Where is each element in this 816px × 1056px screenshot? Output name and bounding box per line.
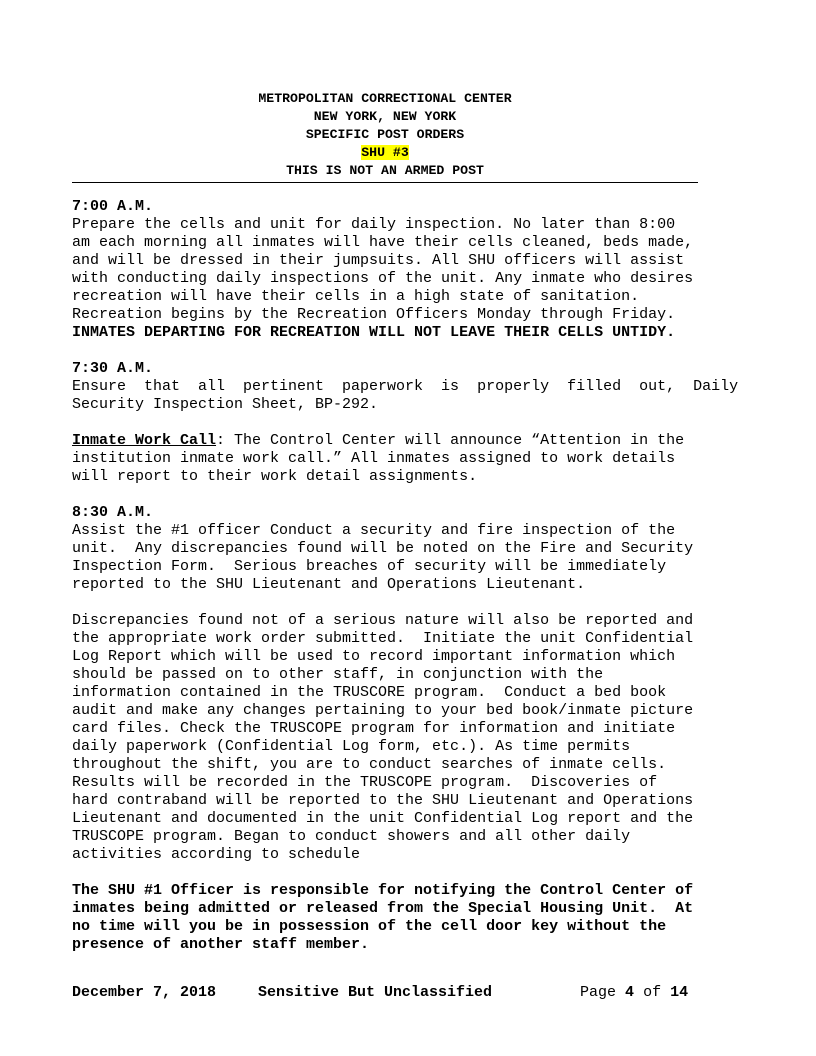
header-institution: METROPOLITAN CORRECTIONAL CENTER	[258, 91, 512, 106]
paragraph-line: reported to the SHU Lieutenant and Operations Lieutenant.	[72, 576, 586, 593]
bold-notice-line: The SHU #1 Officer is responsible for notifying the Control Center of	[72, 882, 694, 899]
paragraph-line: should be passed on to other staff, in conjunction with the	[72, 666, 604, 683]
paragraph-line: Inspection Form. Serious breaches of security will be immediately	[72, 558, 667, 575]
footer-page-number	[580, 984, 688, 1002]
paragraph-line: Discrepancies found not of a serious nature will also be reported and	[72, 612, 694, 629]
paragraph-line: information contained in the TRUSCORE program. Conduct a bed book	[72, 684, 667, 701]
recreation-warning: INMATES DEPARTING FOR RECREATION WILL NOT LEAVE THEIR CELLS UNTIDY.	[72, 324, 676, 341]
bold-notice-line: presence of another staff member.	[72, 936, 370, 953]
paragraph-line: institution inmate work call.” All inmates assigned to work details	[72, 450, 676, 467]
paragraph-line: Ensure that all pertinent paperwork is properly filled out, Daily	[72, 378, 739, 395]
header-divider	[72, 182, 698, 183]
paragraph-line: Assist the #1 officer Conduct a security and fire inspection of the	[72, 522, 676, 539]
paragraph-line: recreation will have their cells in a high state of sanitation.	[72, 288, 640, 305]
paragraph-line: Recreation begins by the Recreation Officers Monday through Friday.	[72, 306, 676, 323]
header-armed-status: THIS IS NOT AN ARMED POST	[286, 163, 484, 178]
work-call-text: : The Control Center will announce “Attention in the	[216, 432, 685, 449]
paragraph-line: the appropriate work order submitted. Initiate the unit Confidential	[72, 630, 694, 647]
of-word: of	[643, 984, 662, 1001]
header-document-type: SPECIFIC POST ORDERS	[305, 127, 465, 142]
paragraph-line: daily paperwork (Confidential Log form, etc.). As time permits	[72, 738, 631, 755]
time-heading-730: 7:30 A.M.	[72, 360, 154, 377]
paragraph-line: Security Inspection Sheet, BP-292.	[72, 396, 379, 413]
paragraph-line: throughout the shift, you are to conduct searches of inmate cells.	[72, 756, 667, 773]
header-location: NEW YORK, NEW YORK	[313, 109, 457, 124]
paragraph-line: and will be dressed in their jumpsuits. All SHU officers will assist	[72, 252, 685, 269]
paragraph-line: Results will be recorded in the TRUSCOPE program. Discoveries of	[72, 774, 658, 791]
header-post-line	[72, 144, 698, 162]
time-heading-700: 7:00 A.M.	[72, 198, 154, 215]
paragraph-line: hard contraband will be reported to the SHU Lieutenant and Operations	[72, 792, 694, 809]
footer-classification: Sensitive But Unclassified	[258, 984, 493, 1001]
bold-notice-line: inmates being admitted or released from the Special Housing Unit. At	[72, 900, 694, 917]
page-word: Page	[580, 984, 617, 1001]
paragraph-line: am each morning all inmates will have their cells cleaned, beds made,	[72, 234, 694, 251]
paragraph-line: audit and make any changes pertaining to your bed book/inmate picture	[72, 702, 694, 719]
work-call-label: Inmate Work Call	[72, 432, 217, 449]
time-heading-830: 8:30 A.M.	[72, 504, 154, 521]
page-current: 4	[625, 984, 635, 1001]
paragraph-line: will report to their work detail assignments.	[72, 468, 478, 485]
paragraph-line: TRUSCOPE program. Began to conduct showers and all other daily	[72, 828, 631, 845]
paragraph-line: card files. Check the TRUSCOPE program for information and initiate	[72, 720, 676, 737]
paragraph-line: Prepare the cells and unit for daily inspection. No later than 8:00	[72, 216, 676, 233]
page-total: 14	[670, 984, 689, 1001]
post-name-highlight: SHU #3	[361, 145, 409, 160]
bold-notice-line: no time will you be in possession of the cell door key without the	[72, 918, 667, 935]
paragraph-line: Lieutenant and documented in the unit Confidential Log report and the	[72, 810, 694, 827]
paragraph-line: activities according to schedule	[72, 846, 361, 863]
paragraph-line: with conducting daily inspections of the unit. Any inmate who desires	[72, 270, 694, 287]
paragraph-line: Log Report which will be used to record important information which	[72, 648, 676, 665]
work-call-first-line	[72, 432, 752, 450]
paragraph-line: unit. Any discrepancies found will be noted on the Fire and Security	[72, 540, 694, 557]
footer-date: December 7, 2018	[72, 984, 217, 1001]
